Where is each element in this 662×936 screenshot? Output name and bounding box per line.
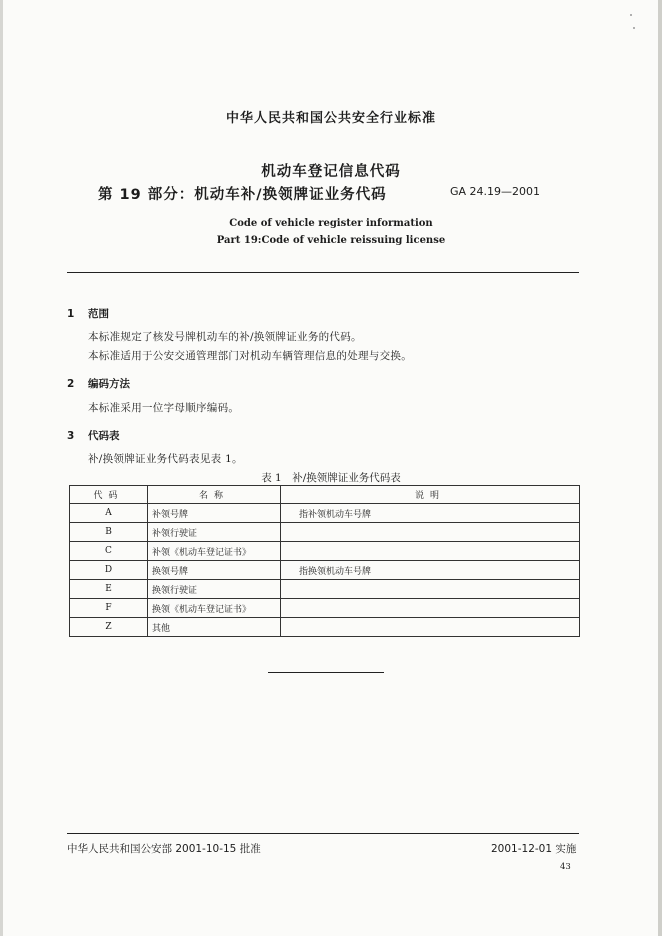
code-cell: A <box>70 504 148 523</box>
code-table-paragraph: 补/换领牌证业务代码表见表 1。 <box>88 453 243 465</box>
name-cell: 补领《机动车登记证书》 <box>148 542 281 561</box>
table-row <box>70 561 580 580</box>
end-of-text-rule <box>268 672 384 673</box>
description-cell: 指换领机动车号牌 <box>281 561 580 580</box>
table-row <box>70 504 580 523</box>
table-row <box>70 542 580 561</box>
name-cell: 补领行驶证 <box>148 523 281 542</box>
scan-speck <box>630 14 632 16</box>
footer-rule <box>67 833 579 834</box>
description-cell <box>281 580 580 599</box>
code-cell: F <box>70 599 148 618</box>
code-cell: B <box>70 523 148 542</box>
table-row <box>70 580 580 599</box>
table-header-row <box>70 486 580 504</box>
name-cell: 换领号牌 <box>148 561 281 580</box>
approval-statement: 中华人民共和国公安部 2001-10-15 批准 <box>67 843 261 855</box>
name-cell: 补领号牌 <box>148 504 281 523</box>
description-cell <box>281 523 580 542</box>
table-caption: 表 1 补/换领牌证业务代码表 <box>261 472 401 484</box>
scan-left-edge <box>0 0 3 936</box>
standard-number: GA 24.19—2001 <box>450 185 541 198</box>
table-row <box>70 523 580 542</box>
table-row <box>70 599 580 618</box>
scope-paragraph: 本标准适用于公安交通管理部门对机动车辆管理信息的处理与交换。 <box>88 350 412 362</box>
description-cell <box>281 542 580 561</box>
english-title: Code of vehicle register information <box>229 218 433 229</box>
table-row <box>70 618 580 637</box>
code-table <box>69 485 580 637</box>
effective-date: 2001-12-01 实施 <box>491 843 577 855</box>
name-cell: 换领行驶证 <box>148 580 281 599</box>
section-heading-scope: 1 范围 <box>67 308 109 320</box>
document-subtitle: 第 19 部分：机动车补/换领牌证业务代码 <box>98 187 387 203</box>
description-cell <box>281 599 580 618</box>
name-cell: 其他 <box>148 618 281 637</box>
code-cell: D <box>70 561 148 580</box>
description-cell <box>281 618 580 637</box>
scan-right-edge <box>658 0 662 936</box>
standard-organization: 中华人民共和国公共安全行业标准 <box>225 111 436 126</box>
english-subtitle: Part 19:Code of vehicle reissuing license <box>216 235 446 246</box>
coding-method-paragraph: 本标准采用一位字母顺序编码。 <box>88 402 240 414</box>
code-cell: C <box>70 542 148 561</box>
header-rule <box>67 272 579 273</box>
section-heading-coding-method: 2 编码方法 <box>67 378 130 390</box>
header-name: 名称 <box>148 486 281 504</box>
document-title: 机动车登记信息代码 <box>261 164 401 180</box>
code-cell: Z <box>70 618 148 637</box>
description-cell: 指补领机动车号牌 <box>281 504 580 523</box>
section-heading-code-table: 3 代码表 <box>67 430 120 442</box>
code-cell: E <box>70 580 148 599</box>
scope-paragraph: 本标准规定了核发号牌机动车的补/换领牌证业务的代码。 <box>88 331 362 343</box>
name-cell: 换领《机动车登记证书》 <box>148 599 281 618</box>
page-number: 43 <box>560 862 571 872</box>
header-description: 说明 <box>281 486 580 504</box>
header-code: 代码 <box>70 486 148 504</box>
scan-speck <box>633 27 635 29</box>
